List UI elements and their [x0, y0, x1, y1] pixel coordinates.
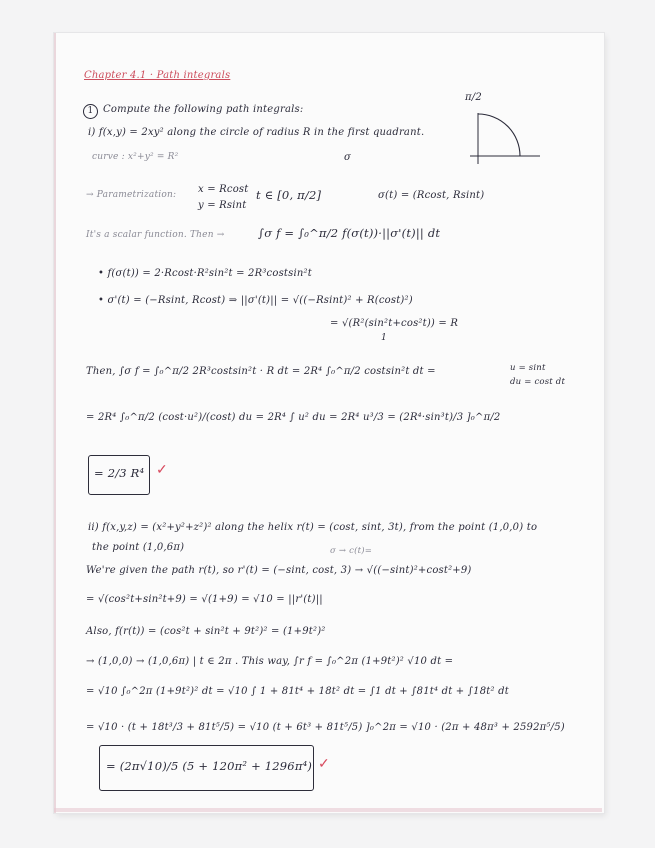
- bullet-f-sigma: • f(σ(t)) = 2·Rcost·R²sin²t = 2R³costsin²t: [98, 268, 312, 279]
- answer-i: = 2/3 R⁴: [94, 466, 145, 480]
- expand-line: = √10 ∫₀^2π (1+9t²)² dt = √10 ∫ 1 + 81t⁴ + 18t² dt = ∫1 dt + ∫81t⁴ dt + ∫18t² dt: [86, 686, 509, 697]
- sigma-mark: σ: [344, 152, 352, 163]
- quarter-circle-figure: [468, 108, 548, 168]
- substitution-u: u = sint: [510, 363, 546, 373]
- scalar-note: It's a scalar function. Then →: [86, 230, 225, 240]
- problem-prompt: Compute the following path integrals:: [103, 104, 304, 115]
- part-ii-statement: ii) f(x,y,z) = (x²+y²+z²)² along the helix r(t) = (cost, sint, 3t), from the point (1,0,0) to: [88, 522, 538, 533]
- bullet-norm-one: 1: [381, 333, 387, 343]
- answer-ii: = (2π√10)/5 (5 + 120π² + 1296π⁴): [106, 759, 313, 773]
- part-i-statement: i) f(x,y) = 2xy² along the circle of radius R in the first quadrant.: [88, 127, 425, 138]
- sigma-mark-ii: σ → c(t)=: [330, 546, 373, 556]
- also-line: Also, f(r(t)) = (cos²t + sin²t + 9t²)² = (1+9t²)²: [86, 626, 326, 637]
- curve-equation: curve : x²+y² = R²: [92, 152, 179, 162]
- chapter-title: Chapter 4.1 · Path integrals: [84, 70, 231, 81]
- u-substitution-line: = 2R⁴ ∫₀^π/2 (cost·u²)/(cost) du = 2R⁴ ∫ u² du = 2R⁴ u³/3 = (2R⁴·sin³t)/3 ]₀^π/2: [86, 412, 501, 423]
- t-range: t ∈ [0, π/2]: [256, 188, 322, 202]
- bullet-norm-result: = √(R²(sin²t+cos²t)) = R: [330, 318, 459, 329]
- given-derivative: We're given the path r(t), so r'(t) = (−sint, cost, 3) → √((−sint)²+cost²+9): [86, 565, 472, 576]
- bullet-sigma-prime: • σ'(t) = (−Rsint, Rcost) ⇒ ||σ'(t)|| = √((−Rsint)² + R(cost)²): [98, 295, 413, 306]
- parametrization-label: → Parametrization:: [86, 190, 177, 200]
- integral-definition: ∫σ f = ∫₀^π/2 f(σ(t))·||σ'(t)|| dt: [258, 226, 441, 240]
- check-mark-ii: ✓: [318, 756, 330, 772]
- antiderivative-line: = √10 · (t + 18t³/3 + 81t⁵/5) = √10 (t + 6t³ + 81t⁵/5) ]₀^2π = √10 · (2π + 48π³ + 2592π⁵/5): [86, 722, 565, 733]
- norm-line: = √(cos²t+sin²t+9) = √(1+9) = √10 = ||r'(t)||: [86, 594, 323, 605]
- page-edge-shadow: [54, 808, 602, 812]
- sigma-definition: σ(t) = (Rcost, Rsint): [378, 190, 485, 201]
- figure-angle-label: π/2: [465, 92, 482, 103]
- then-integral-line: Then, ∫σ f = ∫₀^π/2 2R³costsin²t · R dt = 2R⁴ ∫₀^π/2 costsin²t dt =: [86, 366, 436, 377]
- problem-number: 1: [83, 102, 98, 119]
- part-ii-statement-end: the point (1,0,6π): [92, 542, 185, 553]
- check-mark-i: ✓: [156, 462, 168, 478]
- substitution-du: du = cost dt: [510, 377, 566, 387]
- range-line: → (1,0,0) → (1,0,6π) | t ∈ 2π . This way, ∫r f = ∫₀^2π (1+9t²)² √10 dt =: [86, 656, 454, 667]
- param-x: x = Rcost: [198, 184, 249, 195]
- param-y: y = Rsint: [198, 200, 247, 211]
